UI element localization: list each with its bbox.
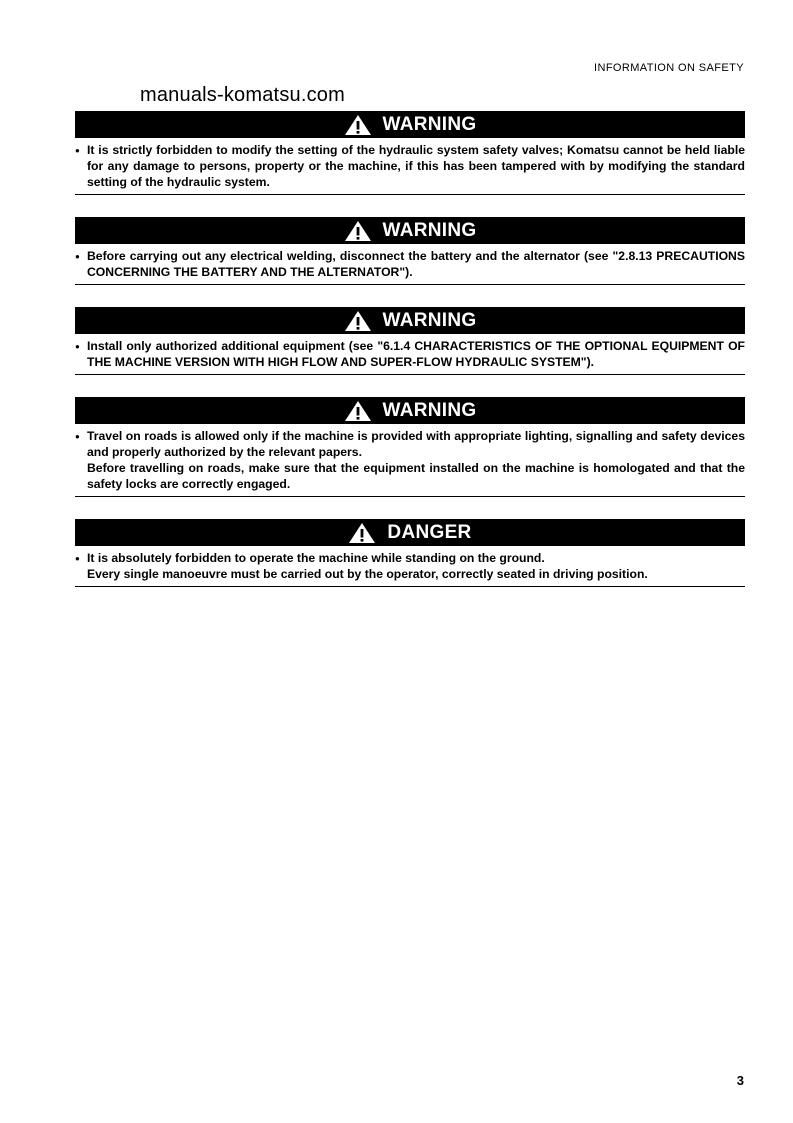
notice-type-label: WARNING [382, 113, 477, 135]
safety-notices [75, 111, 745, 587]
notice-list-item [75, 248, 745, 280]
bullet-icon: ● [75, 252, 80, 261]
notice-type-label: DANGER [387, 521, 472, 543]
notice-type-label: WARNING [382, 219, 477, 241]
notice-type-label: WARNING [382, 309, 477, 331]
notice-list-item [75, 142, 745, 190]
notice-text: Every single manoeuvre must be carried out by the operator, correctly seated in driving position. [87, 567, 648, 581]
warning-notice-2 [75, 217, 745, 285]
notice-heading-bar [75, 217, 745, 244]
warning-triangle-icon [344, 310, 372, 332]
bullet-icon: ● [75, 146, 80, 155]
warning-triangle-icon [344, 400, 372, 422]
notice-heading-bar [75, 111, 745, 138]
notice-heading-bar [75, 307, 745, 334]
notice-heading-bar [75, 397, 745, 424]
notice-list-item [75, 428, 745, 492]
warning-triangle-icon [344, 114, 372, 136]
bullet-icon: ● [75, 342, 80, 351]
watermark-text: manuals-komatsu.com [140, 84, 345, 106]
notice-type-label: WARNING [382, 399, 477, 421]
page-header-title: INFORMATION ON SAFETY [594, 62, 744, 74]
notice-text: It is strictly forbidden to modify the setting of the hydraulic system safety valves; Komatsu cannot be held liable for any damage to persons, property or the machine, if this has been tampered with by modifying the standard setting of the hydraulic system. [87, 143, 745, 189]
danger-notice [75, 519, 745, 587]
notice-heading-bar [75, 519, 745, 546]
warning-triangle-icon [348, 522, 376, 544]
bullet-icon: ● [75, 554, 80, 563]
page-number: 3 [736, 1073, 744, 1088]
notice-text: Install only authorized additional equipment (see "6.1.4 CHARACTERISTICS OF THE OPTIONAL EQUIPMENT OF THE MACHINE VERSION WITH HIGH FLOW AND SUPER-FLOW HYDRAULIC SYSTEM"). [87, 339, 745, 369]
warning-notice-1 [75, 111, 745, 195]
notice-text: Before travelling on roads, make sure that the equipment installed on the machine is homologated and that the safety locks are correctly engaged. [87, 461, 745, 491]
notice-list-item [75, 550, 745, 582]
notice-text: It is absolutely forbidden to operate the machine while standing on the ground. [87, 551, 545, 565]
notice-text: Before carrying out any electrical welding, disconnect the battery and the alternator (see "2.8.13 PRECAUTIONS CONCERNING THE BATTERY AND THE ALTERNATOR"). [87, 249, 745, 279]
notice-text: Travel on roads is allowed only if the machine is provided with appropriate lighting, signalling and safety devices and properly authorized by the relevant papers. [87, 429, 745, 459]
warning-triangle-icon [344, 220, 372, 242]
warning-notice-4 [75, 397, 745, 497]
bullet-icon: ● [75, 432, 80, 441]
notice-list-item [75, 338, 745, 370]
warning-notice-3 [75, 307, 745, 375]
